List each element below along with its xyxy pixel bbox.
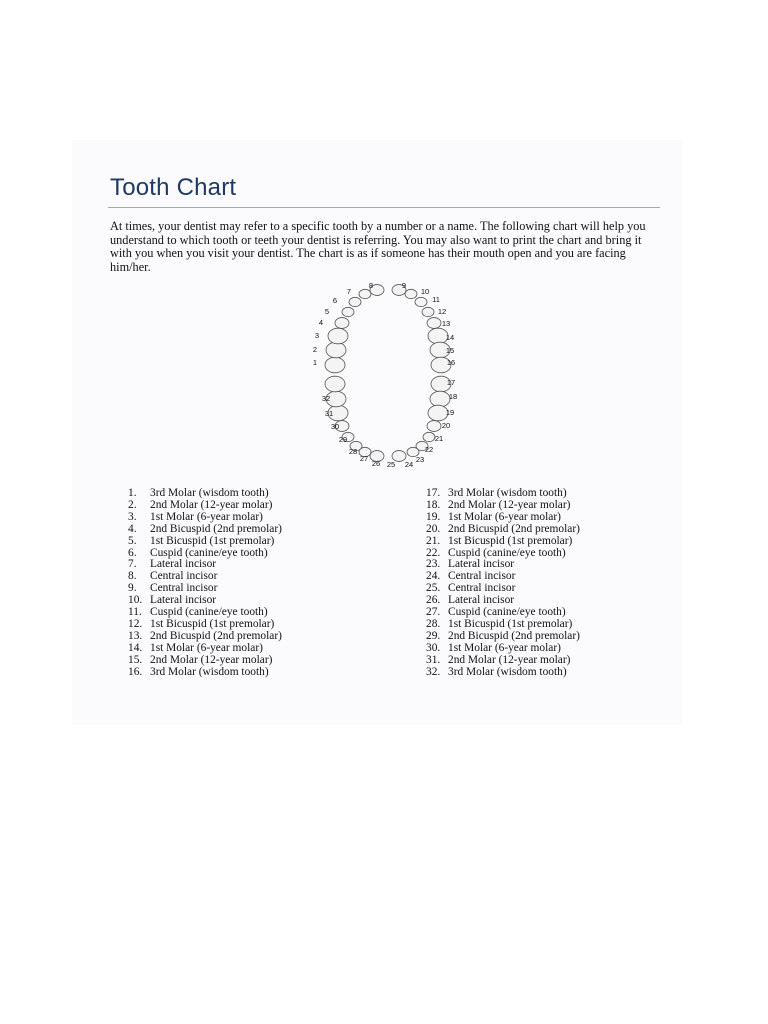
- tooth-name: 2nd Bicuspid (2nd premolar): [150, 522, 282, 535]
- tooth-number: 28.: [426, 617, 441, 630]
- tooth-shape-20: [427, 421, 441, 432]
- tooth-name: 2nd Bicuspid (2nd premolar): [448, 522, 580, 535]
- tooth-name: Lateral incisor: [448, 594, 515, 607]
- tooth-number: 25.: [426, 582, 441, 595]
- tooth-name: Central incisor: [150, 582, 218, 595]
- tooth-shape-32: [325, 376, 345, 392]
- tooth-name: Central incisor: [448, 582, 516, 595]
- tooth-list-item: [426, 667, 580, 679]
- tooth-number: 13.: [128, 629, 143, 642]
- tooth-number: 32.: [426, 665, 441, 678]
- tooth-name: 1st Bicuspid (1st premolar): [448, 534, 573, 547]
- tooth-name: Cuspid (canine/eye tooth): [448, 546, 566, 559]
- tooth-shape-7: [359, 289, 371, 298]
- tooth-number: 17.: [426, 487, 441, 499]
- tooth-shape-11: [415, 297, 427, 306]
- tooth-name: Lateral incisor: [150, 594, 217, 607]
- tooth-label-3: 3: [314, 331, 320, 340]
- tooth-number: 14.: [128, 641, 143, 654]
- tooth-number: 31.: [426, 653, 441, 666]
- tooth-number: 5.: [128, 534, 137, 547]
- tooth-name: 2nd Molar (12-year molar): [150, 653, 273, 666]
- tooth-number: 29.: [426, 629, 441, 642]
- tooth-list-item: [128, 667, 282, 679]
- tooth-name: 3rd Molar (wisdom tooth): [448, 487, 567, 499]
- tooth-label-31: 31: [324, 409, 334, 418]
- tooth-name: Lateral incisor: [448, 558, 515, 571]
- tooth-label-29: 29: [338, 435, 348, 444]
- tooth-label-5: 5: [324, 307, 330, 316]
- tooth-label-20: 20: [441, 421, 451, 430]
- tooth-name: 1st Bicuspid (1st premolar): [150, 617, 275, 630]
- tooth-shape-21: [423, 432, 435, 441]
- tooth-number: 23.: [426, 558, 441, 571]
- tooth-label-27: 27: [359, 454, 369, 463]
- tooth-label-8: 8: [368, 281, 374, 290]
- tooth-number: 22.: [426, 546, 441, 559]
- tooth-number: 1.: [128, 487, 137, 499]
- tooth-shape-13: [427, 318, 441, 329]
- tooth-number: 15.: [128, 653, 143, 666]
- tooth-label-22: 22: [424, 445, 434, 454]
- tooth-label-14: 14: [445, 333, 455, 342]
- tooth-label-19: 19: [445, 408, 455, 417]
- tooth-name: 2nd Bicuspid (2nd premolar): [150, 629, 282, 642]
- tooth-number: 16.: [128, 665, 143, 678]
- tooth-label-4: 4: [318, 318, 324, 327]
- tooth-label-1: 1: [312, 358, 318, 367]
- tooth-name: Cuspid (canine/eye tooth): [448, 606, 566, 619]
- tooth-name: Central incisor: [150, 570, 218, 583]
- tooth-shape-3: [328, 328, 348, 344]
- tooth-name: 2nd Bicuspid (2nd premolar): [448, 629, 580, 642]
- tooth-number: 26.: [426, 594, 441, 607]
- tooth-number: 18.: [426, 498, 441, 511]
- tooth-number: 24.: [426, 570, 441, 583]
- tooth-diagram-svg: [303, 279, 473, 469]
- tooth-name: Lateral incisor: [150, 558, 217, 571]
- tooth-shape-6: [349, 297, 361, 306]
- tooth-number: 20.: [426, 522, 441, 535]
- tooth-name: 1st Molar (6-year molar): [150, 510, 263, 523]
- tooth-shape-4: [335, 318, 349, 329]
- tooth-name: 3rd Molar (wisdom tooth): [448, 665, 567, 678]
- tooth-name: 1st Molar (6-year molar): [150, 641, 263, 654]
- tooth-label-25: 25: [386, 460, 396, 469]
- tooth-label-9: 9: [401, 281, 407, 290]
- tooth-shape-18: [430, 391, 450, 407]
- tooth-label-10: 10: [420, 287, 430, 296]
- intro-paragraph: At times, your dentist may refer to a specific tooth by a number or a name. The following chart will help you understand to which tooth or teeth your dentist is referring. You may also want to print the chart and bring it with you when you visit your dentist. The chart is as if someone has their mouth open and you are facing him/her.: [110, 219, 646, 274]
- tooth-name: Central incisor: [448, 570, 516, 583]
- tooth-label-7: 7: [346, 287, 352, 296]
- tooth-number: 3.: [128, 510, 137, 523]
- tooth-label-13: 13: [441, 319, 451, 328]
- tooth-number: 4.: [128, 522, 137, 535]
- tooth-label-32: 32: [321, 394, 331, 403]
- tooth-number: 19.: [426, 510, 441, 523]
- tooth-name: 2nd Molar (12-year molar): [448, 498, 571, 511]
- tooth-number: 11.: [128, 606, 142, 619]
- tooth-number: 10.: [128, 594, 143, 607]
- page-title: Tooth Chart: [110, 174, 237, 201]
- tooth-label-23: 23: [415, 455, 425, 464]
- tooth-number: 8.: [128, 570, 137, 583]
- tooth-number: 7.: [128, 558, 137, 571]
- tooth-name: 3rd Molar (wisdom tooth): [150, 665, 269, 678]
- tooth-number: 27.: [426, 606, 441, 619]
- tooth-label-12: 12: [437, 307, 447, 316]
- tooth-label-18: 18: [448, 392, 458, 401]
- tooth-shape-2: [326, 342, 346, 358]
- tooth-label-30: 30: [330, 422, 340, 431]
- tooth-shape-12: [422, 307, 434, 316]
- tooth-list-lower: [426, 488, 580, 679]
- tooth-label-28: 28: [348, 447, 358, 456]
- tooth-name: 1st Molar (6-year molar): [448, 510, 561, 523]
- tooth-number: 2.: [128, 498, 137, 511]
- tooth-label-15: 15: [445, 346, 455, 355]
- tooth-name: 1st Bicuspid (1st premolar): [150, 534, 275, 547]
- tooth-list-upper: [128, 488, 282, 679]
- tooth-label-6: 6: [332, 296, 338, 305]
- tooth-label-16: 16: [446, 358, 456, 367]
- tooth-label-2: 2: [312, 345, 318, 354]
- tooth-label-17: 17: [446, 378, 456, 387]
- tooth-name: Cuspid (canine/eye tooth): [150, 546, 268, 559]
- tooth-label-24: 24: [404, 460, 414, 469]
- tooth-label-26: 26: [371, 459, 381, 468]
- tooth-number: 30.: [426, 641, 441, 654]
- tooth-label-11: 11: [432, 295, 440, 304]
- tooth-shape-10: [405, 289, 417, 298]
- tooth-name: 1st Molar (6-year molar): [448, 641, 561, 654]
- tooth-shape-5: [342, 307, 354, 316]
- tooth-name: 2nd Molar (12-year molar): [150, 498, 273, 511]
- tooth-number: 9.: [128, 582, 137, 595]
- tooth-number: 21.: [426, 534, 441, 547]
- tooth-label-21: 21: [434, 434, 444, 443]
- tooth-name: 3rd Molar (wisdom tooth): [150, 487, 269, 499]
- tooth-name: 1st Bicuspid (1st premolar): [448, 617, 573, 630]
- tooth-name: Cuspid (canine/eye tooth): [150, 606, 268, 619]
- tooth-shape-1: [325, 357, 345, 373]
- document-page: [72, 140, 682, 725]
- title-rule: [108, 207, 660, 208]
- tooth-number: 12.: [128, 617, 143, 630]
- tooth-number: 6.: [128, 546, 137, 559]
- tooth-diagram: [303, 279, 473, 469]
- tooth-name: 2nd Molar (12-year molar): [448, 653, 571, 666]
